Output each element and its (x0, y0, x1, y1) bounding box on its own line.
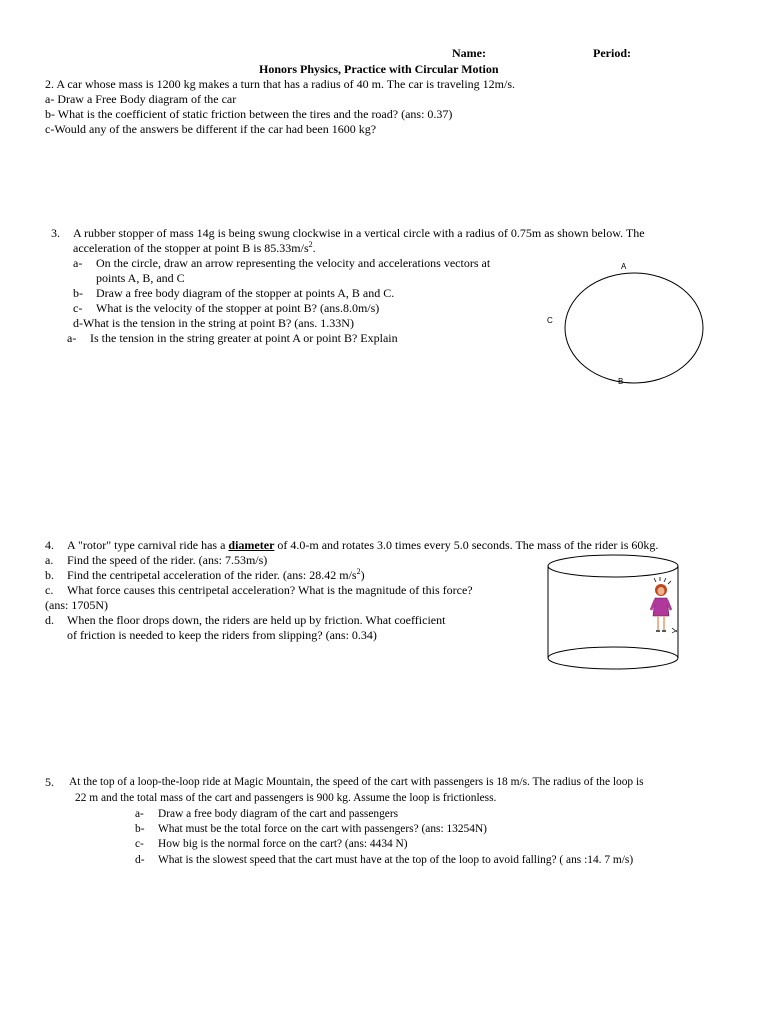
question-5-part-a: Draw a free body diagram of the cart and passengers (158, 808, 399, 820)
question-2-part-c: c-Would any of the answers be different if the car had been 1600 kg? (45, 122, 377, 136)
question-3-part-d: d-What is the tension in the string at point B? (ans. 1.33N) (73, 316, 354, 330)
question-3-part-b-marker: b- (73, 286, 83, 300)
circle-outline (555, 270, 715, 390)
point-c-label: C (547, 316, 553, 325)
question-4-part-c-marker: c. (45, 583, 54, 597)
period-label: Period: (593, 46, 631, 60)
point-b-label: B (618, 377, 624, 386)
question-5-part-d-marker: d- (135, 854, 145, 866)
question-4-part-d-marker: d. (45, 613, 54, 627)
diameter-emphasis: diameter (228, 538, 275, 552)
question-2-part-a: a- Draw a Free Body diagram of the car (45, 92, 237, 106)
question-5-stem-line2: 22 m and the total mass of the cart and passengers is 900 kg. Assume the loop is frictionless. (75, 792, 497, 804)
question-4-part-a: Find the speed of the rider. (ans: 7.53m/s) (67, 553, 268, 567)
question-3-part-a-marker: a- (73, 256, 83, 270)
question-4-part-b-marker: b. (45, 568, 54, 582)
question-3-part-a-line1: On the circle, draw an arrow representing the velocity and accelerations vectors at (96, 256, 491, 270)
question-4-part-b: Find the centripetal acceleration of the rider. (ans: 28.42 $m/s^2$) (67, 567, 365, 582)
question-3-part-b: Draw a free body diagram of the stopper at points A, B and C. (96, 286, 395, 300)
question-5-part-c-marker: c- (135, 838, 144, 850)
question-4-part-d-line1: When the floor drops down, the riders are held up by friction. What coefficient (67, 613, 446, 627)
point-a-label: A (621, 262, 627, 271)
question-5-part-c: How big is the normal force on the cart? (ans: 4434 N) (158, 838, 408, 850)
question-5-stem-line1: At the top of a loop-the-loop ride at Magic Mountain, the speed of the cart with passengers is 18 m/s. The radius of the loop is (69, 776, 644, 788)
page-title: Honors Physics, Practice with Circular Motion (259, 62, 499, 76)
question-2-stem: 2. A car whose mass is 1200 kg makes a turn that has a radius of 40 m. The car is traveling 12m/s. (45, 77, 516, 91)
question-3-stem-line1: A rubber stopper of mass 14g is being swung clockwise in a vertical circle with a radius of 0.75m as shown below. The (73, 226, 645, 240)
question-4-part-c: What force causes this centripetal acceleration? What is the magnitude of this force? (67, 583, 473, 597)
question-3-part-c: What is the velocity of the stopper at point B? (ans.8.0m/s) (96, 301, 380, 315)
question-4-part-c-answer: (ans: 1705N) (45, 598, 108, 612)
question-3-part-e: Is the tension in the string greater at point A or point B? Explain (90, 331, 398, 345)
question-5-part-a-marker: a- (135, 808, 144, 820)
question-4-stem: A "rotor" type carnival ride has a diameter of 4.0-m and rotates 3.0 times every 5.0 seconds. The mass of the rider is 60kg. (67, 538, 659, 552)
question-3-part-c-marker: c- (73, 301, 83, 315)
question-5-part-d: What is the slowest speed that the cart must have at the top of the loop to avoid falling? ( ans :14. 7 m/s) (158, 854, 634, 866)
question-3-part-a-line2: points A, B, and C (96, 271, 185, 285)
question-5-part-b: What must be the total force on the cart with passengers? (ans: 13254N) (158, 823, 487, 835)
question-4-part-a-marker: a. (45, 553, 54, 567)
question-4-number: 4. (45, 538, 54, 552)
question-3-number: 3. (51, 226, 60, 240)
question-2-part-b: b- What is the coefficient of static friction between the tires and the road? (ans: 0.37) (45, 107, 453, 121)
question-3-stem-line2: acceleration of the stopper at point B is $85.33m/s^2$. (73, 240, 316, 255)
question-5-part-b-marker: b- (135, 823, 145, 835)
rider-figure-icon (650, 578, 680, 638)
question-3-part-e-marker: a- (67, 331, 77, 345)
question-4-part-d-line2: of friction is needed to keep the riders from slipping? (ans: 0.34) (67, 628, 377, 642)
question-5-number: 5. (45, 775, 54, 789)
name-label: Name: (452, 46, 486, 60)
